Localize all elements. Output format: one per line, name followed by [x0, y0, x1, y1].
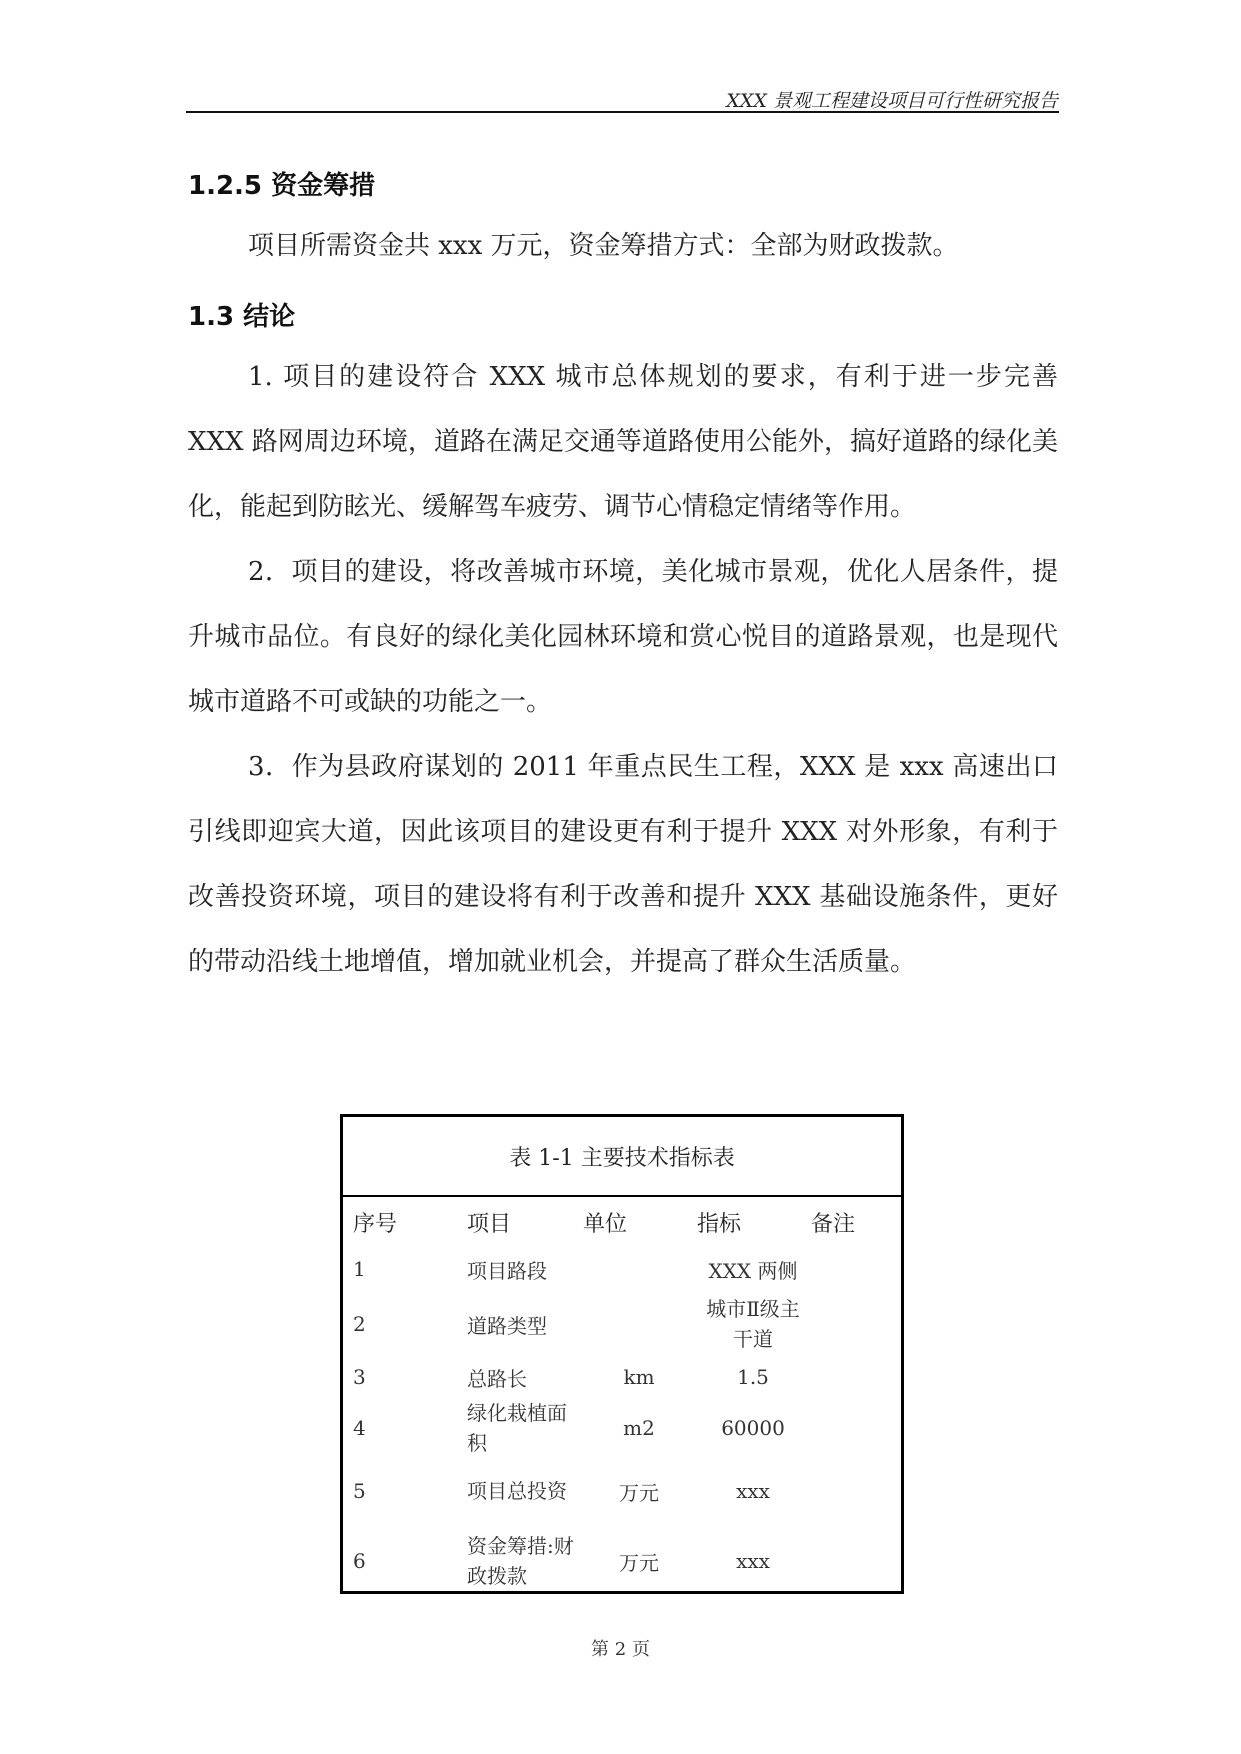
funding-paragraph: 项目所需资金共 xxx 万元，资金筹措方式：全部为财政拨款。 [248, 231, 959, 261]
cell-item: 项目路段 [467, 1258, 547, 1283]
page-number: 第 2 页 [591, 1639, 650, 1660]
cell-value: XXX 两侧 [708, 1258, 798, 1283]
heading-1-3: 1.3 结论 [188, 302, 296, 332]
cell-value: xxx [736, 1549, 770, 1573]
conclusion-paragraph-3: 3．作为县政府谋划的 2011 年重点民生工程，XXX 是 xxx 高速出口引线即迎宾大道，因此该项目的建设更有利于提升 XXX 对外形象，有利于改善投资环境，项目的建设将有利于改善和提升 XXX 基础设施条件，更好的带动沿线土地增值，增加就业机会，并提高了群众生活质量。 [188, 752, 1058, 977]
cell-note [810, 1523, 899, 1599]
table-row [351, 1523, 899, 1599]
cell-value: 城市Ⅱ级主干道 [706, 1297, 800, 1351]
cell-item: 资金筹措:财政拨款 [467, 1534, 574, 1588]
cell-item: 项目总投资 [467, 1479, 567, 1503]
cell-item: 绿化栽植面积 [467, 1401, 567, 1455]
table-row [351, 1357, 899, 1397]
table-caption: 表 1-1 主要技术指标表 [343, 1117, 901, 1197]
cell-unit: km [623, 1365, 655, 1389]
table-header-row [351, 1197, 899, 1247]
cell-value: 1.5 [737, 1365, 769, 1389]
cell-note [810, 1247, 899, 1291]
cell-unit: m2 [623, 1416, 655, 1440]
col-header-index: 序号 [353, 1211, 398, 1237]
cell-index: 1 [353, 1257, 366, 1281]
cell-value: xxx [736, 1479, 770, 1503]
cell-note [810, 1397, 899, 1459]
cell-unit: 万元 [619, 1480, 659, 1505]
table-row [351, 1291, 899, 1357]
col-header-item: 项目 [467, 1211, 512, 1237]
cell-note [810, 1357, 899, 1397]
cell-unit: 万元 [619, 1550, 659, 1575]
metrics-table [351, 1197, 899, 1599]
table-row [351, 1459, 899, 1523]
cell-index: 6 [353, 1549, 366, 1573]
cell-index: 2 [353, 1312, 366, 1336]
cell-note [810, 1291, 899, 1357]
table-row [351, 1247, 899, 1291]
header-divider [186, 111, 1059, 113]
cell-item: 总路长 [467, 1366, 527, 1391]
cell-unit [582, 1247, 696, 1291]
conclusion-paragraph-2: 2．项目的建设，将改善城市环境，美化城市景观，优化人居条件，提升城市品位。有良好的绿化美化园林环境和赏心悦目的道路景观，也是现代城市道路不可或缺的功能之一。 [188, 557, 1058, 717]
cell-index: 4 [353, 1416, 366, 1440]
cell-index: 3 [353, 1365, 366, 1389]
cell-note [810, 1459, 899, 1523]
metrics-table-frame [340, 1114, 904, 1594]
heading-1-2-5: 1.2.5 资金筹措 [188, 171, 376, 201]
cell-value: 60000 [721, 1416, 785, 1440]
cell-item: 道路类型 [467, 1313, 547, 1338]
table-row [351, 1397, 899, 1459]
col-header-value: 指标 [697, 1211, 742, 1237]
running-header: XXX 景观工程建设项目可行性研究报告 [726, 90, 1058, 112]
col-header-note: 备注 [811, 1211, 856, 1237]
conclusion-paragraph-1: 1. 项目的建设符合 XXX 城市总体规划的要求，有利于进一步完善 XXX 路网周边环境，道路在满足交通等道路使用公能外，搞好道路的绿化美化，能起到防眩光、缓解驾车疲劳、调节心情稳定情绪等作用。 [188, 362, 1058, 522]
cell-unit [582, 1291, 696, 1357]
cell-index: 5 [353, 1479, 366, 1503]
col-header-unit: 单位 [583, 1211, 628, 1237]
